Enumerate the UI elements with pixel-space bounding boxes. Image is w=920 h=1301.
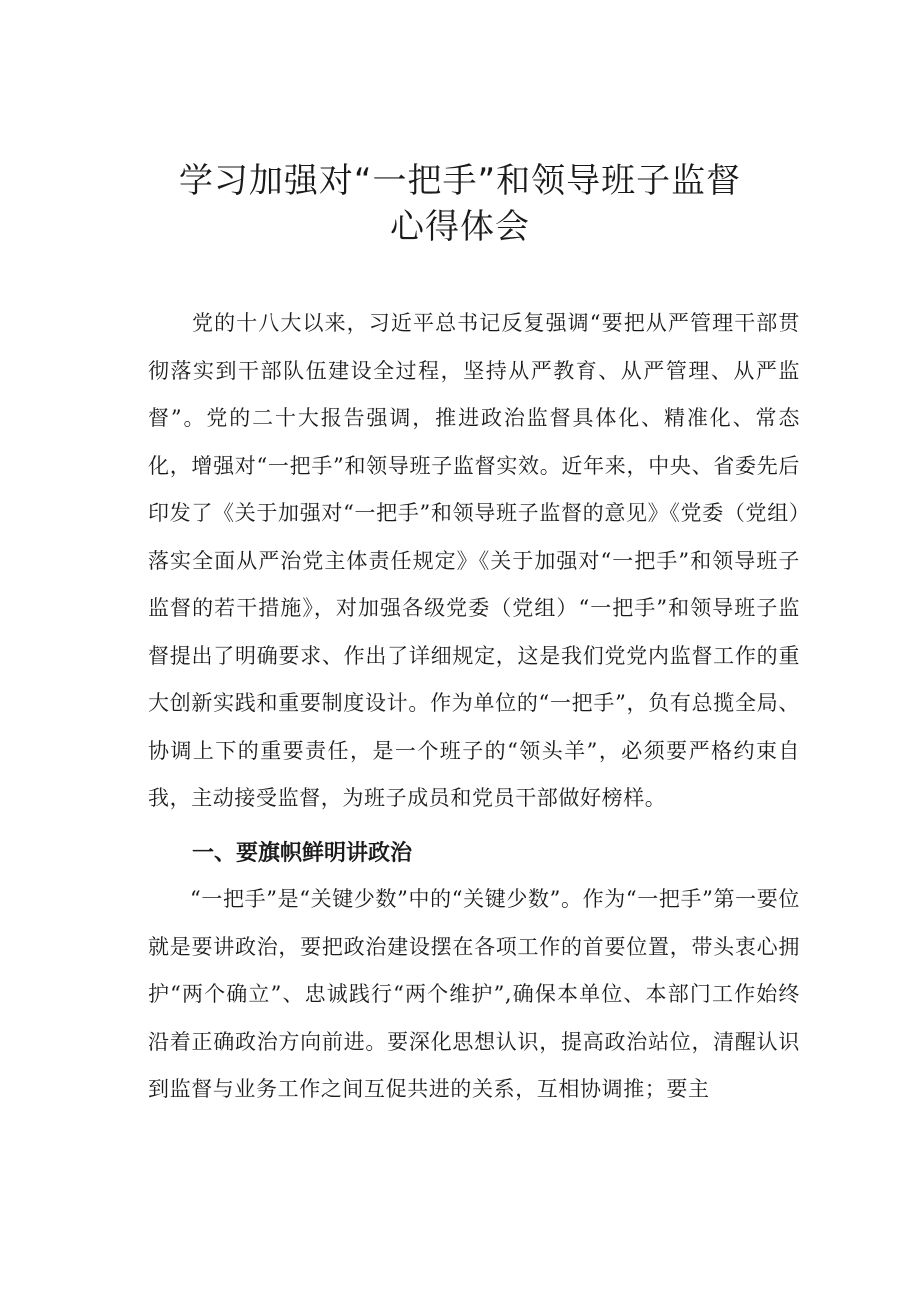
intro-paragraph: 党的十八大以来，习近平总书记反复强调“要把从严管理干部贯彻落实到干部队伍建设全过程，坚持从严教育、从严管理、从严监督”。党的二十大报告强调，推进政治监督具体化、精准化、常态化，增强对“一把手”和领导班子监督实效。近年来，中央、省委先后印发了《关于加强对“一把手”和领导班子监督的意见》《党委（党组）落实全面从严治党主体责任规定》《关于加强对“一把手”和领导班子监督的若干措施》，对加强各级党委（党组）“一把手”和领导班子监督提出了明确要求、作出了详细规定，这是我们党党内监督工作的重大创新实践和重要制度设计。作为单位的“一把手”，负有总揽全局、协调上下的重要责任，是一个班子的“领头羊”，必须要严格约束自我，主动接受监督，为班子成员和党员干部做好榜样。 bbox=[148, 311, 800, 810]
document-title-line-1: 学习加强对“一把手”和领导班子监督 bbox=[178, 161, 742, 201]
section-1-paragraph: “一把手”是“关键少数”中的“关键少数”。作为“一把手”第一要位就是要讲政治，要把政治建设摆在各项工作的首要位置，带头衷心拥护“两个确立”、忠诚践行“两个维护”,确保本单位、本部门工作始终沿着正确政治方向前进。要深化思想认识，提高政治站位，清醒认识到监督与业务工作之间互促共进的关系，互相协调推；要主 bbox=[148, 887, 800, 1101]
document-title-line-2: 心得体会 bbox=[390, 207, 530, 247]
section-heading-1: 一、要旗帜鲜明讲政治 bbox=[192, 841, 413, 866]
